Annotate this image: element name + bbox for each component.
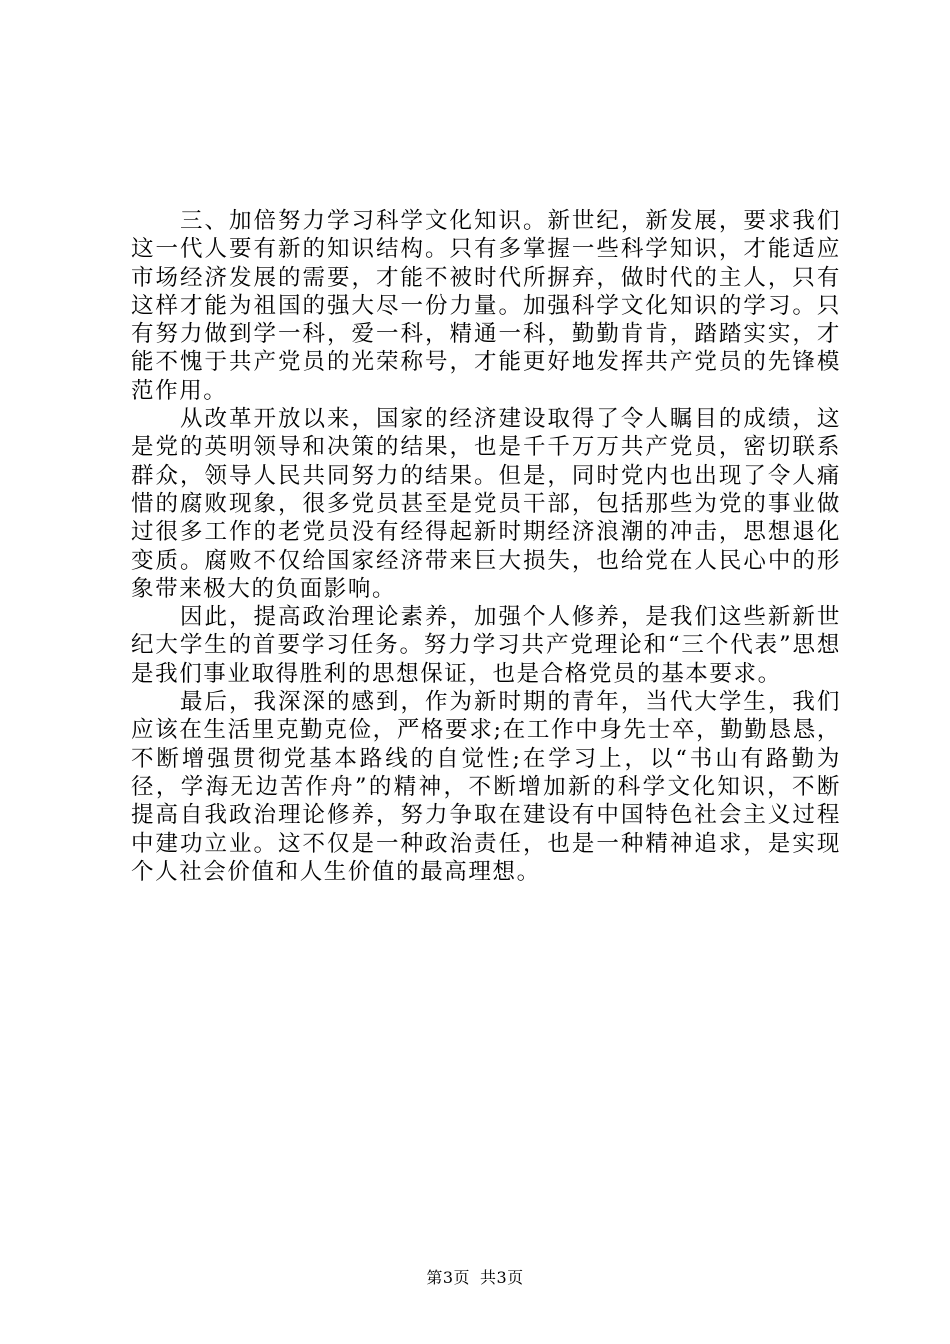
page-footer	[0, 1268, 950, 1288]
paragraph-1: 三、加倍努力学习科学文化知识。新世纪，新发展，要求我们这一代人要有新的知识结构。只有多掌握一些科学知识，才能适应市场经济发展的需要，才能不被时代所摒弃，做时代的主人，只有这样才能为祖国的强大尽一份力量。加强科学文化知识的学习。只有努力做到学一科，爱一科，精通一科，勤勤肯肯，踏踏实实，才能不愧于共产党员的光荣称号，才能更好地发挥共产党员的先锋模范作用。	[131, 208, 841, 404]
paragraph-2: 从改革开放以来，国家的经济建设取得了令人瞩目的成绩，这是党的英明领导和决策的结果，也是千千万万共产党员，密切联系群众，领导人民共同努力的结果。但是，同时党内也出现了令人痛惜的腐败现象，很多党员甚至是党员干部，包括那些为党的事业做过很多工作的老党员没有经得起新时期经济浪潮的冲击，思想退化变质。腐败不仅给国家经济带来巨大损失，也给党在人民心中的形象带来极大的负面影响。	[131, 406, 841, 602]
paragraph-4: 最后，我深深的感到，作为新时期的青年，当代大学生，我们应该在生活里克勤克俭，严格要求;在工作中身先士卒，勤勤恳恳，不断增强贯彻党基本路线的自觉性;在学习上，以“书山有路勤为径，学海无边苦作舟”的精神，不断增加新的科学文化知识，不断提高自我政治理论修养，努力争取在建设有中国特色社会主义过程中建功立业。这不仅是一种政治责任，也是一种精神追求，是实现个人社会价值和人生价值的最高理想。	[131, 689, 841, 885]
page-number-current: 第3页	[426, 1268, 470, 1287]
paragraph-3: 因此，提高政治理论素养，加强个人修养，是我们这些新新世纪大学生的首要学习任务。努力学习共产党理论和“三个代表”思想是我们事业取得胜利的思想保证，也是合格党员的基本要求。	[131, 604, 841, 687]
document-body	[131, 207, 841, 886]
page-number-total: 共3页	[480, 1268, 524, 1287]
